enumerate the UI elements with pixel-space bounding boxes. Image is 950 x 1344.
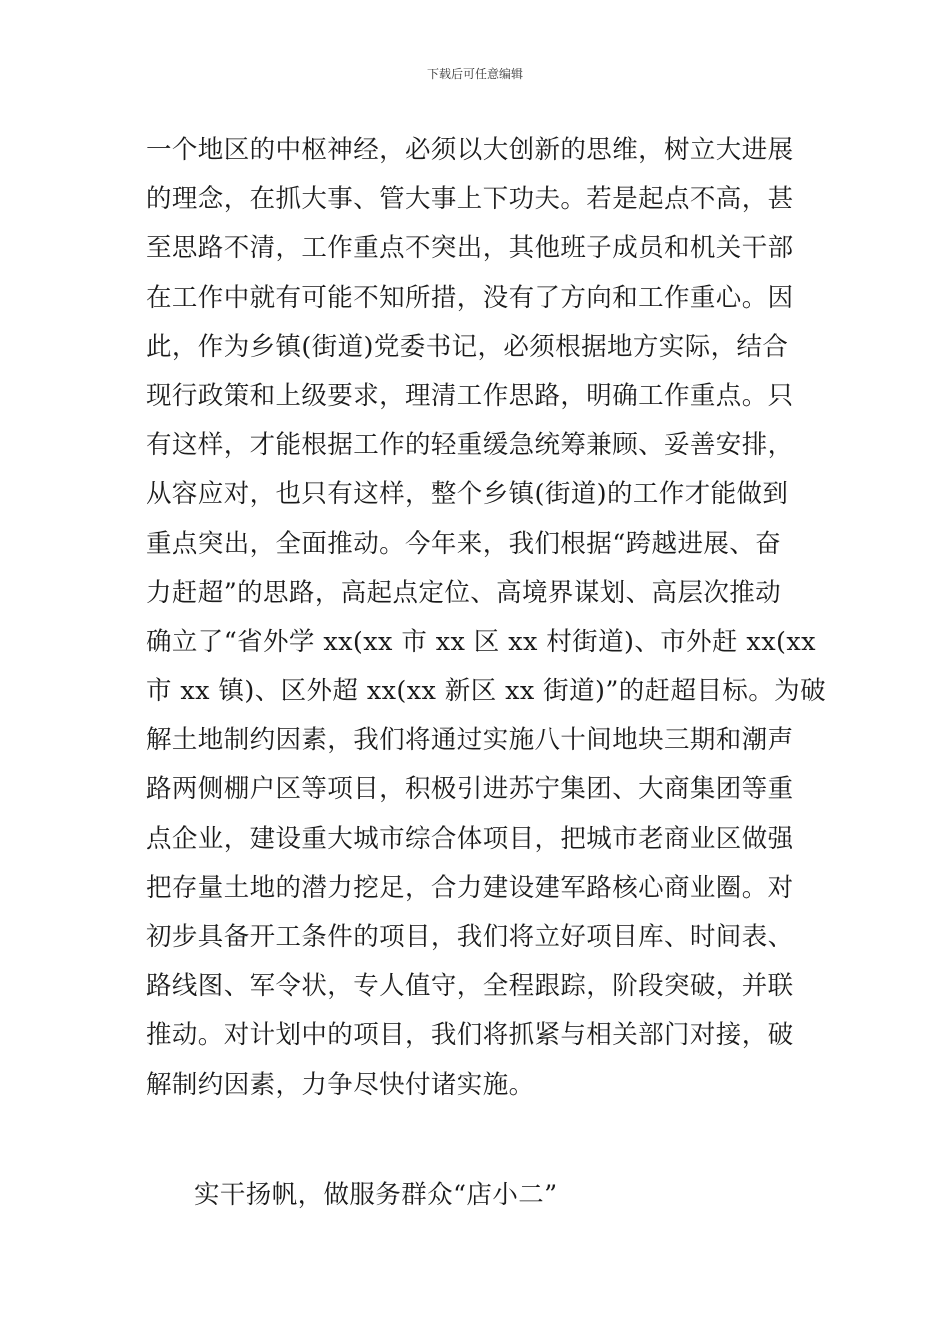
- text-line: 市 xx 镇)、区外超 xx(xx 新区 xx 街道)”的赶超目标。为破: [146, 676, 826, 707]
- text-line: 从容应对，也只有这样，整个乡镇(街道)的工作才能做到: [146, 479, 789, 510]
- body-paragraph: [146, 126, 826, 1110]
- text-line: 力赶超”的思路，高起点定位、高境界谋划、高层次推动: [146, 577, 782, 608]
- text-line: 此，作为乡镇(街道)党委书记，必须根据地方实际，结合: [146, 331, 789, 362]
- text-line: 初步具备开工条件的项目，我们将立好项目库、时间表、: [146, 922, 794, 952]
- text-line: 现行政策和上级要求，理清工作思路，明确工作重点。只: [146, 380, 794, 411]
- text-line: 重点突出，全面推动。今年来，我们根据“跨越进展、奋: [146, 528, 782, 559]
- text-line: 解土地制约因素，我们将通过实施八十间地块三期和潮声: [146, 725, 794, 756]
- text-line: 的理念，在抓大事、管大事上下功夫。若是起点不高，甚: [146, 184, 794, 215]
- text-line: 路线图、军令状，专人值守，全程跟踪，阶段突破，并联: [146, 971, 794, 1002]
- text-line: 路两侧棚户区等项目，积极引进苏宁集团、大商集团等重: [146, 774, 794, 805]
- text-line: 确立了“省外学 xx(xx 市 xx 区 xx 村街道)、市外赶 xx(xx: [146, 626, 816, 657]
- text-line: 推动。对计划中的项目，我们将抓紧与相关部门对接，破: [146, 1020, 794, 1051]
- text-line: 在工作中就有可能不知所措，没有了方向和工作重心。因: [146, 282, 794, 313]
- text-line: 一个地区的中枢神经，必须以大创新的思维，树立大进展: [146, 135, 794, 165]
- section-heading: 实干扬帆，做服务群众“店小二”: [194, 1180, 558, 1210]
- text-line: 有这样，才能根据工作的轻重缓急统筹兼顾、妥善安排，: [146, 430, 794, 461]
- text-line: 把存量土地的潜力挖足，合力建设建军路核心商业圈。对: [146, 872, 794, 903]
- text-line: 点企业，建设重大城市综合体项目，把城市老商业区做强: [146, 823, 794, 854]
- text-line: 解制约因素，力争尽快付诸实施。: [146, 1069, 535, 1100]
- page-header: 下载后可任意编辑: [426, 67, 523, 81]
- text-line: 至思路不清，工作重点不突出，其他班子成员和机关干部: [146, 233, 794, 264]
